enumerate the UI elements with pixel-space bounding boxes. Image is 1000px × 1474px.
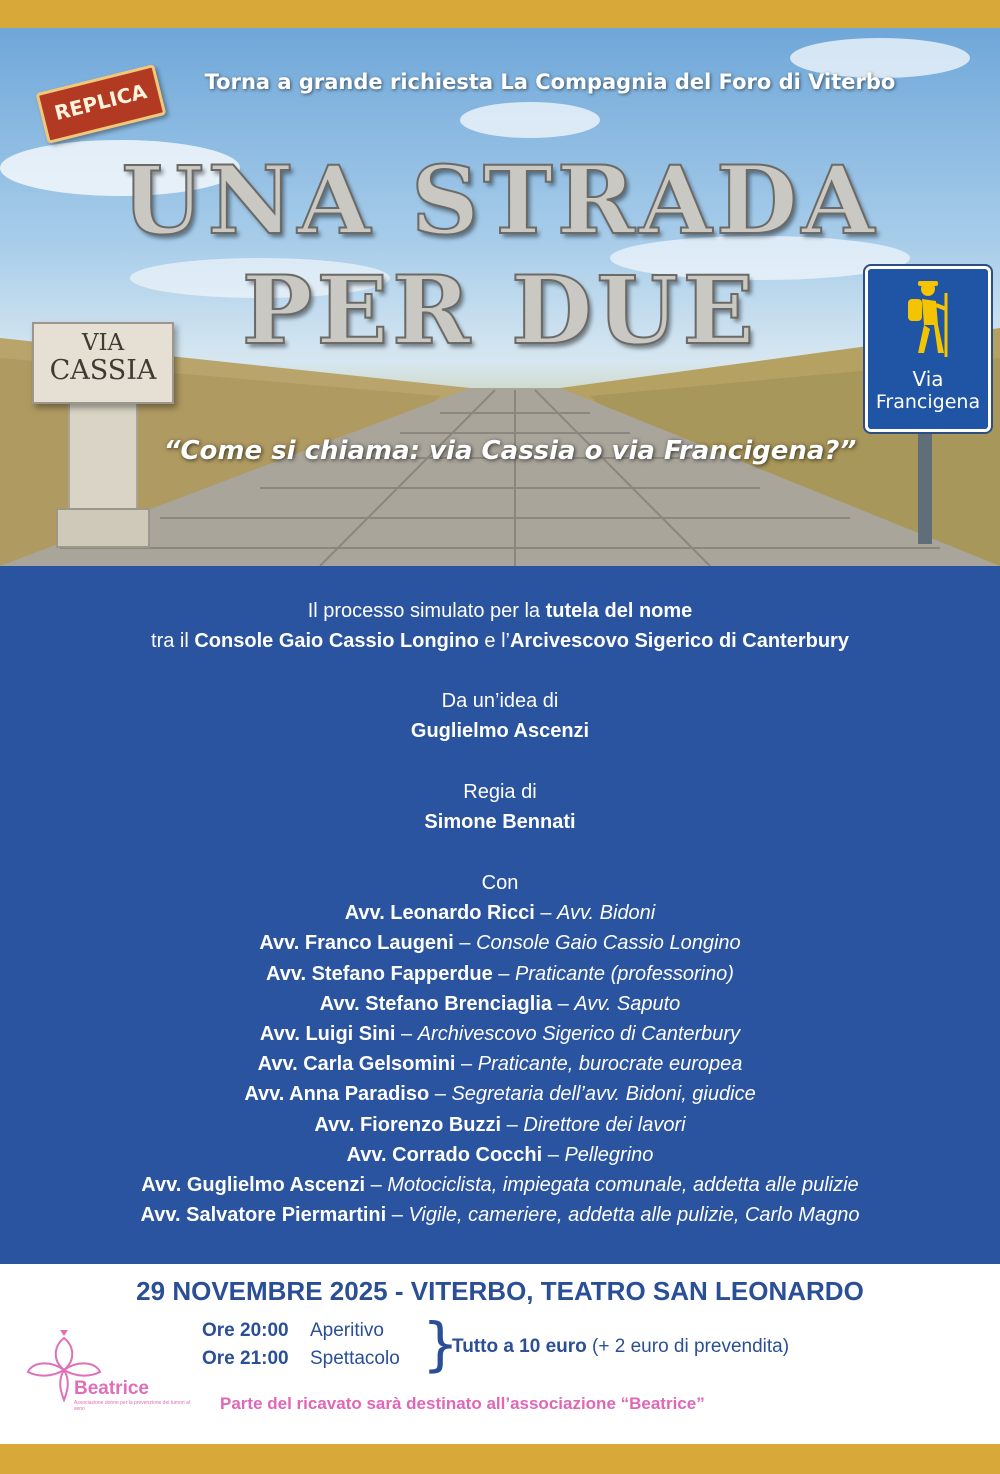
cast-name: Avv. Stefano Brenciaglia	[319, 993, 553, 1015]
idea-label: Da un’idea di	[441, 690, 559, 712]
gold-bottom-border	[0, 1444, 1000, 1474]
ticket-price	[452, 1336, 789, 1358]
cast-role: Archivescovo Sigerico di Canterbury	[417, 1023, 741, 1045]
intro-text: tra il	[151, 630, 195, 652]
schedule-time: Ore 21:00	[202, 1348, 289, 1369]
intro-text: Il processo simulato per la	[307, 600, 546, 622]
pilgrim-icon	[896, 279, 956, 359]
via-francigena-sign	[865, 266, 991, 432]
via-cassia-milestone	[32, 322, 174, 404]
milestone-column	[68, 400, 138, 510]
cast-row	[0, 993, 1000, 1016]
details-panel	[0, 566, 1000, 1264]
cast-dash: –	[395, 1023, 418, 1045]
intro-line-2	[0, 630, 1000, 653]
cast-label: Con	[481, 872, 519, 894]
sign-text-line-1: Via	[912, 367, 944, 391]
cast-row	[0, 932, 1000, 955]
sign-text-line-2: Francigena	[875, 391, 981, 413]
cast-row	[0, 1144, 1000, 1167]
cast-role: Avv. Bidoni	[557, 902, 656, 924]
cast-dash: –	[386, 1204, 409, 1226]
event-footer	[0, 1264, 1000, 1444]
intro-line-1	[0, 600, 1000, 623]
schedule-row	[202, 1348, 400, 1370]
cast-role: Motociclista, impiegata comunale, addetta alle pulizie	[387, 1174, 859, 1196]
cast-row	[0, 1114, 1000, 1137]
cast-name: Avv. Carla Gelsomini	[257, 1053, 456, 1075]
cast-name: Avv. Leonardo Ricci	[344, 902, 535, 924]
tagline: Torna a grande richiesta La Compagnia del Foro di Viterbo	[204, 70, 896, 94]
cast-name: Avv. Franco Laugeni	[259, 932, 454, 954]
director-name: Simone Bennati	[424, 811, 576, 833]
schedule-row	[202, 1320, 384, 1342]
cast-role: Direttore dei lavori	[523, 1114, 686, 1136]
milestone-base	[56, 508, 150, 548]
cast-name: Avv. Guglielmo Ascenzi	[141, 1174, 366, 1196]
cast-dash: –	[365, 1174, 388, 1196]
cast-dash: –	[455, 1053, 478, 1075]
cast-name: Avv. Salvatore Piermartini	[140, 1204, 387, 1226]
logo-subtitle: Associazione donne per la prevenzione dei tumori al seno	[74, 1400, 190, 1412]
schedule-label: Spettacolo	[310, 1348, 400, 1369]
cast-name: Avv. Stefano Fapperdue	[266, 963, 493, 985]
milestone-text-line-1: VIA	[81, 330, 125, 356]
cast-row	[0, 963, 1000, 986]
cast-dash: –	[501, 1114, 524, 1136]
idea-name: Guglielmo Ascenzi	[410, 720, 590, 742]
charity-note: Parte del ricavato sarà destinato all’associazione “Beatrice”	[220, 1394, 705, 1413]
schedule-brace: }	[422, 1310, 459, 1378]
sign-pole	[918, 424, 932, 544]
cast-row	[0, 1174, 1000, 1197]
replica-badge: REPLICA	[36, 64, 167, 144]
title-line-1: UNA STRADA	[121, 146, 879, 256]
cast-dash: –	[534, 902, 558, 924]
intro-bold: tutela del nome	[545, 600, 693, 622]
schedule-label: Aperitivo	[310, 1320, 384, 1341]
cast-dash: –	[453, 932, 477, 954]
cast-role: Segretaria dell’avv. Bidoni, giudice	[451, 1083, 756, 1105]
cast-dash: –	[542, 1144, 565, 1166]
milestone-text-line-2: CASSIA	[49, 355, 157, 386]
cast-role: Praticante, burocrate europea	[477, 1053, 743, 1075]
gold-top-border	[0, 0, 1000, 28]
hero-quote: “Come si chiama: via Cassia o via Francigena?”	[163, 436, 857, 466]
cast-role: Vigile, cameriere, addetta alle pulizie, Carlo Magno	[408, 1204, 860, 1226]
cast-dash: –	[492, 963, 515, 985]
cast-role: Pellegrino	[564, 1144, 654, 1166]
cast-role: Console Gaio Cassio Longino	[476, 932, 741, 954]
intro-bold: Console Gaio Cassio Longino	[194, 630, 479, 652]
cast-name: Avv. Anna Paradiso	[244, 1083, 430, 1105]
intro-bold: Arcivescovo Sigerico di Canterbury	[509, 630, 849, 652]
cast-dash: –	[429, 1083, 452, 1105]
cast-name: Avv. Fiorenzo Buzzi	[314, 1114, 502, 1136]
price-rest: (+ 2 euro di prevendita)	[586, 1336, 790, 1357]
cast-role: Avv. Saputo	[574, 993, 681, 1015]
intro-text: e l’	[478, 630, 510, 652]
director-label: Regia di	[463, 781, 537, 803]
cast-name: Avv. Luigi Sini	[259, 1023, 396, 1045]
cast-row	[0, 1204, 1000, 1227]
cast-row	[0, 1053, 1000, 1076]
logo-name: Beatrice	[74, 1378, 149, 1399]
schedule-time: Ore 20:00	[202, 1320, 289, 1341]
hero-banner	[0, 28, 1000, 566]
cast-row	[0, 1023, 1000, 1046]
event-date-place: 29 NOVEMBRE 2025 - VITERBO, TEATRO SAN LEONARDO	[136, 1276, 864, 1306]
cast-role: Praticante (professorino)	[514, 963, 734, 985]
cast-name: Avv. Corrado Cocchi	[346, 1144, 543, 1166]
cast-row	[0, 902, 1000, 925]
price-bold: Tutto a 10 euro	[452, 1336, 587, 1357]
cast-row	[0, 1083, 1000, 1106]
cast-dash: –	[552, 993, 575, 1015]
title-line-2: PER DUE	[241, 256, 759, 366]
